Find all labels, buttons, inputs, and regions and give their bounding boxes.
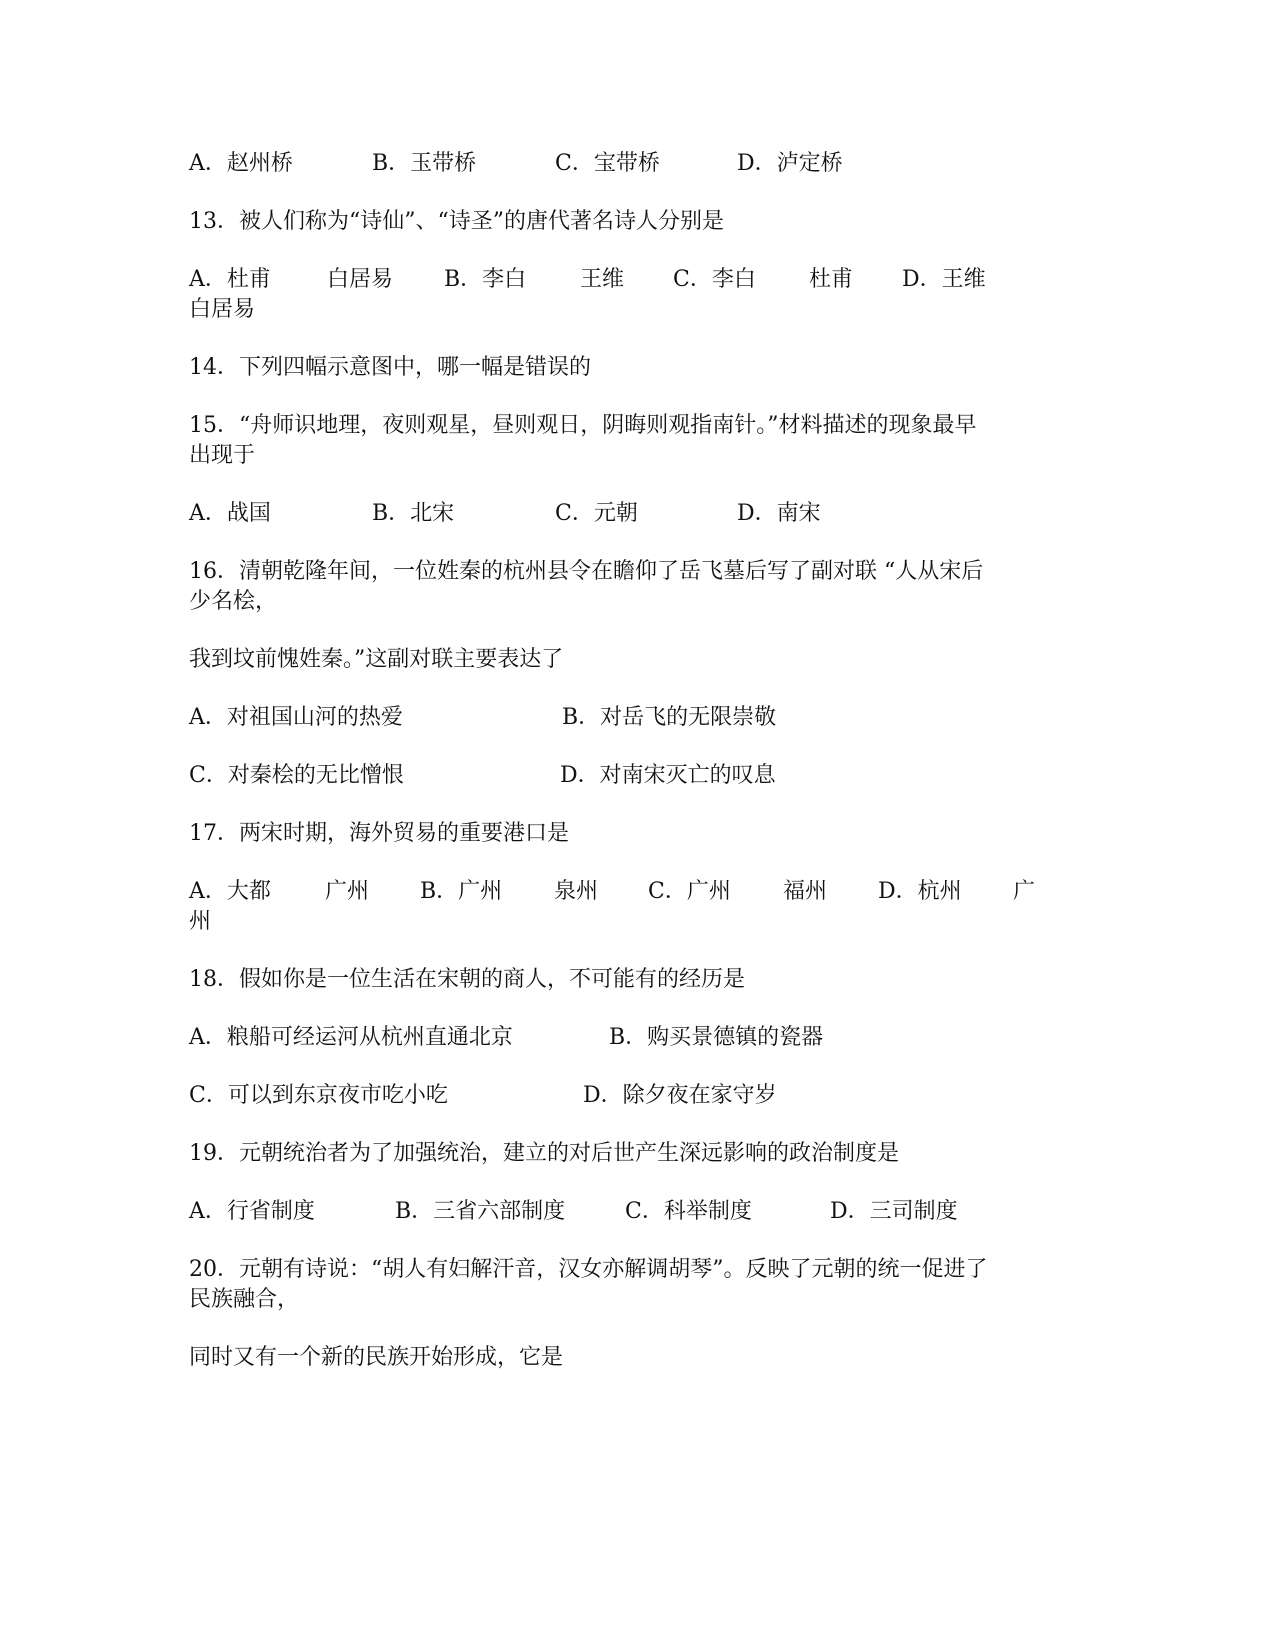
q20-stem-line3: 同时又有一个新的民族开始形成，它是 bbox=[189, 1345, 564, 1370]
q15-option-d: D．南宋 bbox=[737, 501, 821, 526]
q17-wrap: 州 bbox=[189, 909, 212, 934]
q18-option-a: A．粮船可经运河从杭州直通北京 bbox=[189, 1025, 513, 1050]
q12-option-b: B．玉带桥 bbox=[372, 151, 477, 176]
q18-option-d: D．除夕夜在家守岁 bbox=[583, 1083, 777, 1108]
q16-stem-line3: 我到坟前愧姓秦。”这副对联主要表达了 bbox=[189, 647, 564, 672]
q15-stem-line1: 15．“舟师识地理，夜则观星，昼则观日，阴晦则观指南针。”材料描述的现象最早 bbox=[189, 413, 977, 438]
q17-option-b-2: 泉州 bbox=[554, 879, 599, 904]
q17-stem: 17．两宋时期，海外贸易的重要港口是 bbox=[189, 821, 569, 846]
q19-option-b: B．三省六部制度 bbox=[395, 1199, 566, 1224]
q12-option-a: A．赵州桥 bbox=[189, 151, 293, 176]
q12-option-d: D．泸定桥 bbox=[737, 151, 843, 176]
q18-option-c: C．可以到东京夜市吃小吃 bbox=[189, 1083, 448, 1108]
q13-option-a-2: 白居易 bbox=[327, 267, 394, 292]
q13-option-b: B．李白 bbox=[444, 267, 527, 292]
q18-option-b: B．购买景德镇的瓷器 bbox=[609, 1025, 824, 1050]
q19-option-d: D．三司制度 bbox=[830, 1199, 958, 1224]
q20-stem-line2: 民族融合， bbox=[189, 1287, 300, 1312]
q13-option-d: D．王维 bbox=[902, 267, 986, 292]
q19-stem: 19．元朝统治者为了加强统治，建立的对后世产生深远影响的政治制度是 bbox=[189, 1141, 899, 1166]
q13-option-b-2: 王维 bbox=[580, 267, 625, 292]
q16-option-b: B．对岳飞的无限崇敬 bbox=[562, 705, 777, 730]
q17-option-c: C．广州 bbox=[648, 879, 731, 904]
q17-option-a: A．大都 bbox=[189, 879, 271, 904]
q19-option-c: C．科举制度 bbox=[625, 1199, 752, 1224]
q17-option-c-2: 福州 bbox=[783, 879, 828, 904]
q13-option-c-2: 杜甫 bbox=[809, 267, 854, 292]
q13-stem: 13．被人们称为“诗仙”、“诗圣”的唐代著名诗人分别是 bbox=[189, 209, 724, 234]
q13-option-c: C．李白 bbox=[673, 267, 756, 292]
q17-option-d-2: 广 bbox=[1013, 879, 1036, 904]
q14-stem: 14．下列四幅示意图中，哪一幅是错误的 bbox=[189, 355, 591, 380]
q16-stem-line1: 16．清朝乾隆年间，一位姓秦的杭州县令在瞻仰了岳飞墓后写了副对联 “人从宋后 bbox=[189, 559, 984, 584]
q15-stem-line2: 出现于 bbox=[189, 443, 256, 468]
q16-option-c: C．对秦桧的无比憎恨 bbox=[189, 763, 404, 788]
q16-option-a: A．对祖国山河的热爱 bbox=[189, 705, 403, 730]
q16-stem-line2: 少名桧， bbox=[189, 589, 278, 614]
q19-option-a: A．行省制度 bbox=[189, 1199, 315, 1224]
q15-option-c: C．元朝 bbox=[555, 501, 638, 526]
q15-option-a: A．战国 bbox=[189, 501, 271, 526]
q20-stem-line1: 20．元朝有诗说：“胡人有妇解汗音，汉女亦解调胡琴”。反映了元朝的统一促进了 bbox=[189, 1257, 988, 1282]
q18-stem: 18．假如你是一位生活在宋朝的商人，不可能有的经历是 bbox=[189, 967, 745, 992]
q13-wrap: 白居易 bbox=[189, 297, 256, 322]
q12-option-c: C．宝带桥 bbox=[555, 151, 660, 176]
q16-option-d: D．对南宋灭亡的叹息 bbox=[560, 763, 776, 788]
q15-option-b: B．北宋 bbox=[372, 501, 455, 526]
q17-option-a-2: 广州 bbox=[325, 879, 370, 904]
q17-option-b: B．广州 bbox=[420, 879, 503, 904]
q17-option-d: D．杭州 bbox=[878, 879, 962, 904]
q13-option-a: A．杜甫 bbox=[189, 267, 271, 292]
